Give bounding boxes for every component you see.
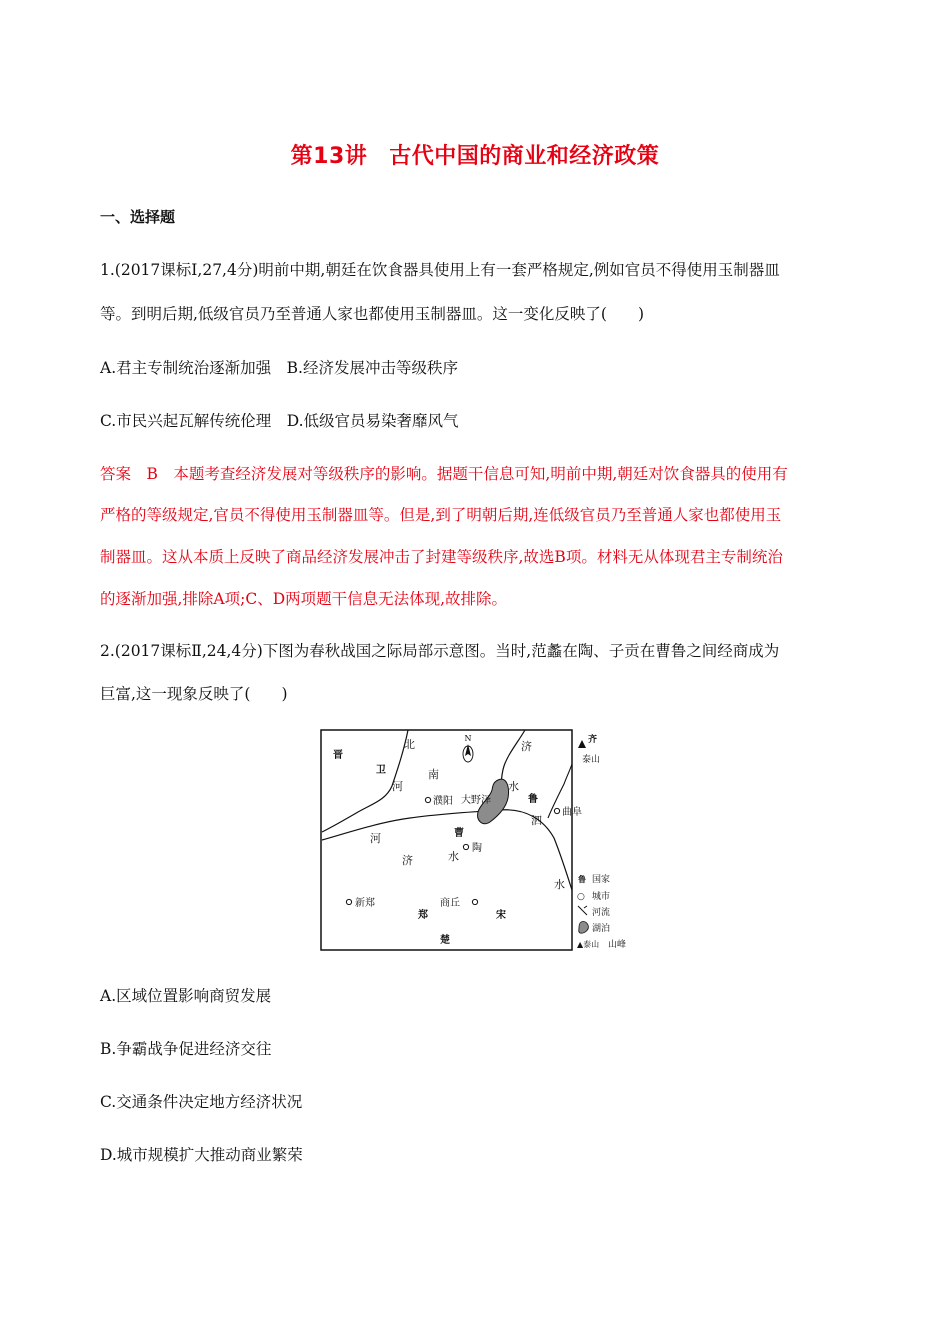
q1-stem-line-2: 等。到明后期,低级官员乃至普通人家也都使用玉制器皿。这一变化反映了( ): [100, 305, 645, 323]
q2-stem-line-2: 巨富,这一现象反映了( ): [100, 685, 288, 703]
river-label-bei: 北: [404, 738, 415, 751]
section-heading: 一、选择题: [100, 208, 176, 226]
q2-option-b: B.争霸战争促进经济交往: [100, 1040, 272, 1058]
river-label-ji2: 济: [521, 740, 532, 753]
city-xinzheng-marker: [346, 899, 351, 904]
state-wei: 卫: [376, 765, 386, 776]
spring-autumn-map: [320, 728, 635, 953]
legend-label-lake: 湖泊: [592, 924, 611, 934]
city-shangqiu: 商丘: [440, 898, 460, 909]
river-label-shui1: 水: [448, 850, 459, 863]
q1-stem-line-1: 1.(2017课标Ⅰ,27,4分)明前中期,朝廷在饮食器具使用上有一套严格规定,例如官员不得使用玉制器皿: [100, 261, 780, 279]
river-label-si: 泗: [531, 814, 542, 827]
mountain-tai: 泰山: [582, 755, 601, 765]
city-qufu-marker: [554, 808, 559, 813]
legend-symbol-state: 鲁: [578, 874, 586, 884]
state-lu: 鲁: [528, 794, 538, 805]
city-tao-marker: [463, 844, 468, 849]
legend-symbol-river: [578, 906, 587, 915]
state-chu: 楚: [440, 935, 450, 946]
legend-symbol-city: ○: [577, 892, 585, 902]
city-qufu: 曲阜: [562, 807, 582, 818]
lake-label: 大野泽: [461, 795, 491, 806]
state-song: 宋: [496, 910, 506, 921]
legend-symbol-lake: [579, 921, 589, 933]
north-label: N: [464, 734, 472, 743]
city-tao: 陶: [472, 843, 482, 854]
city-puyang: 濮阳: [433, 796, 453, 807]
state-zheng: 郑: [418, 910, 428, 921]
legend-symbol-mountain: ▲泰山: [577, 940, 600, 949]
river-label-he2: 河: [370, 832, 381, 845]
state-qi: 齐: [588, 735, 598, 745]
state-cao: 曹: [454, 828, 464, 839]
river-label-he1: 河: [392, 780, 403, 793]
city-shangqiu-marker: [472, 899, 477, 904]
river-label-nan: 南: [428, 768, 439, 781]
lesson-topic: 古代中国的商业和经济政策: [389, 144, 660, 169]
mountain-tai-marker: [578, 740, 586, 748]
state-jin: 晋: [333, 750, 343, 761]
q2-option-d: D.城市规模扩大推动商业繁荣: [100, 1146, 303, 1164]
map-legend: [577, 873, 626, 950]
q1-answer-line-3: 制器皿。这从本质上反映了商品经济发展冲击了封建等级秩序,故选B项。材料无从体现君主专制统治: [100, 548, 783, 566]
map-frame: [321, 730, 572, 950]
north-arrow: [463, 734, 473, 762]
q2-stem-line-1: 2.(2017课标Ⅱ,24,4分)下图为春秋战国之际局部示意图。当时,范蠡在陶、子贡在曹鲁之间经商成为: [100, 642, 780, 660]
city-xinzheng: 新郑: [355, 898, 375, 909]
q1-answer-line-1: 答案 B 本题考查经济发展对等级秩序的影响。据题干信息可知,明前中期,朝廷对饮食器具的使用有: [100, 465, 788, 483]
q2-option-c: C.交通条件决定地方经济状况: [100, 1093, 303, 1111]
river-label-shui2: 水: [508, 780, 519, 793]
lesson-number: 第13讲: [290, 144, 368, 169]
legend-label-city: 城市: [592, 892, 611, 902]
city-puyang-marker: [425, 797, 430, 802]
river-label-shui3: 水: [554, 878, 565, 891]
page-title: [0, 139, 950, 170]
q2-option-a: A.区域位置影响商贸发展: [100, 987, 272, 1005]
q1-answer-line-4: 的逐渐加强,排除A项;C、D两项题干信息无法体现,故排除。: [100, 590, 508, 608]
q1-options-line-2: C.市民兴起瓦解传统伦理 D.低级官员易染奢靡风气: [100, 412, 459, 430]
river-label-ji1: 济: [402, 854, 413, 867]
q1-answer-line-2: 严格的等级规定,官员不得使用玉制器皿等。但是,到了明朝后期,连低级官员乃至普通人家也都使用玉: [100, 506, 782, 524]
legend-label-state: 国家: [592, 875, 611, 885]
legend-label-mountain: 山峰: [608, 940, 627, 950]
q1-options-line-1: A.君主专制统治逐渐加强 B.经济发展冲击等级秩序: [100, 359, 458, 377]
legend-label-river: 河流: [592, 908, 611, 918]
